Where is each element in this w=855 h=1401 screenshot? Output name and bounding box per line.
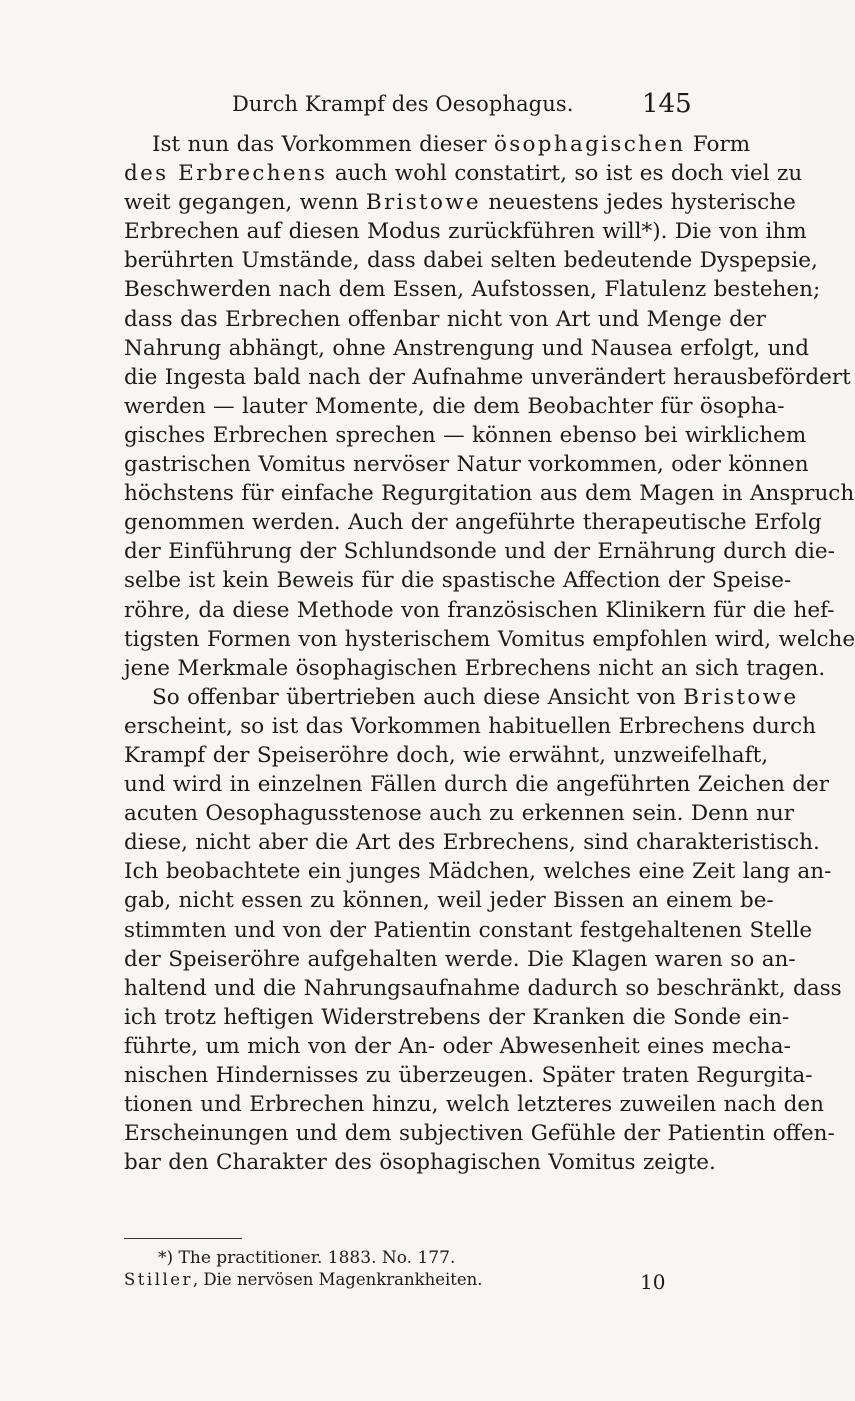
text-line (124, 508, 822, 537)
text-segment: auch wohl constatirt, so ist es doch viel zu (327, 161, 803, 187)
text-segment: weit gegangen, wenn (124, 190, 366, 216)
text-line (124, 945, 796, 974)
text-line (124, 334, 810, 363)
text-line (124, 596, 835, 625)
text-segment: genommen werden. Auch der angeführte therapeutische Erfolg (124, 510, 822, 536)
text-line (124, 799, 794, 828)
text-segment: nischen Hindernisses zu überzeugen. Später traten Regurgita- (124, 1063, 813, 1088)
text-line (124, 741, 769, 770)
text-line (124, 712, 816, 741)
text-line (124, 217, 807, 246)
page-number: 145 (642, 89, 692, 119)
text-line (124, 1148, 716, 1177)
text-line (124, 305, 766, 334)
text-line (124, 828, 820, 857)
text-segment: tigsten Formen von hysterischem Vomitus empfohlen wird, welche (124, 626, 855, 652)
text-segment: diese, nicht aber die Art des Erbrechens, sind charakteristisch. (124, 830, 820, 856)
text-line (124, 770, 829, 799)
footnote: *) The practitioner. 1883. No. 177. (158, 1248, 456, 1268)
text-line (124, 1003, 790, 1032)
text-segment: Erscheinungen und dem subjectiven Gefühle der Patientin offen- (124, 1121, 835, 1147)
text-segment: erscheint, so ist das Vorkommen habituellen Erbrechens durch (124, 713, 816, 739)
text-segment: So offenbar übertrieben auch diese Ansicht von (152, 684, 684, 710)
text-segment: acuten Oesophagusstenose auch zu erkennen sein. Denn nur (124, 801, 794, 827)
text-segment: bar den Charakter des ösophagischen Vomitus zeigte. (124, 1150, 716, 1176)
text-line (124, 1119, 835, 1148)
text-segment: gastrischen Vomitus nervöser Natur vorkommen, oder können (124, 452, 809, 478)
text-segment: Ich beobachtete ein junges Mädchen, welches eine Zeit lang an- (124, 859, 832, 885)
body-text (124, 130, 855, 1177)
text-segment: dass das Erbrechen offenbar nicht von Art und Menge der (124, 306, 766, 332)
text-segment: stimmten und von der Patientin constant festgehaltenen Stelle (124, 917, 813, 943)
text-segment: selbe ist kein Beweis für die spastische Affection der Speise- (124, 568, 792, 594)
text-segment: berührten Umstände, dass dabei selten bedeutende Dyspepsie, (124, 248, 818, 274)
text-line (124, 566, 792, 595)
text-line (124, 857, 832, 886)
text-segment: und wird in einzelnen Fällen durch die angeführten Zeichen der (124, 772, 829, 798)
text-segment: höchstens für einfache Regurgitation aus dem Magen in Anspruch (124, 481, 855, 507)
text-segment: ich trotz heftigen Widerstrebens der Kranken die Sonde ein- (124, 1004, 790, 1030)
text-line (124, 1032, 791, 1061)
text-line (124, 246, 818, 275)
text-line (124, 159, 803, 188)
text-segment: werden — lauter Momente, die dem Beobachter für ösopha- (124, 393, 785, 419)
text-line (124, 886, 774, 915)
text-segment: Ist nun das Vorkommen dieser (152, 132, 494, 157)
text-segment: haltend und die Nahrungsaufnahme dadurch so beschränkt, dass (124, 975, 842, 1001)
signature-work: Die nervösen Magenkrankheiten. (203, 1270, 483, 1289)
text-segment: führte, um mich von der An- oder Abwesenheit eines mecha- (124, 1033, 791, 1059)
text-segment: gab, nicht essen zu können, weil jeder Bissen an einem be- (124, 888, 774, 914)
text-line (124, 974, 842, 1003)
text-line (124, 1061, 813, 1090)
text-line (124, 363, 851, 392)
text-line (124, 392, 785, 421)
spaced-emphasis: des Erbrechens (124, 161, 328, 187)
signature-sheet-number: 10 (640, 1270, 666, 1294)
spaced-emphasis: Bristowe (683, 684, 799, 710)
text-line (124, 654, 826, 683)
text-segment: Beschwerden nach dem Essen, Aufstossen, Flatulenz bestehen; (124, 277, 821, 303)
printer-signature (124, 1269, 483, 1291)
text-line (124, 130, 751, 159)
text-line (124, 625, 855, 654)
text-segment: neuestens jedes hysterische (480, 190, 796, 216)
signature-separator: , (192, 1270, 204, 1289)
text-segment: Nahrung abhängt, ohne Anstrengung und Nausea erfolgt, und (124, 335, 810, 361)
text-segment: röhre, da diese Methode von französischen Klinikern für die hef- (124, 597, 835, 623)
spaced-emphasis: ösophagischen (493, 132, 686, 157)
text-line (124, 1090, 824, 1119)
signature-author: Stiller (124, 1270, 193, 1289)
text-line (124, 421, 807, 450)
text-segment: der Speiseröhre aufgehalten werde. Die Klagen waren so an- (124, 946, 796, 972)
text-segment: gisches Erbrechen sprechen — können ebenso bei wirklichem (124, 422, 807, 448)
running-head (0, 91, 801, 121)
text-segment: Erbrechen auf diesen Modus zurückführen will*). Die von ihm (124, 219, 807, 245)
text-line (124, 537, 835, 566)
text-segment: tionen und Erbrechen hinzu, welch letzteres zuweilen nach den (124, 1092, 824, 1118)
text-segment: der Einführung der Schlundsonde und der Ernährung durch die- (124, 539, 835, 565)
text-line (124, 188, 796, 217)
text-line (124, 479, 855, 508)
text-segment: Form (685, 132, 751, 157)
text-line (124, 275, 821, 304)
text-line (124, 683, 799, 712)
text-line (124, 450, 809, 479)
text-line (124, 916, 813, 945)
footnote-rule (124, 1238, 242, 1239)
text-segment: jene Merkmale ösophagischen Erbrechens nicht an sich tragen. (124, 655, 826, 681)
spaced-emphasis: Bristowe (365, 190, 481, 216)
running-title: Durch Krampf des Oesophagus. (232, 92, 574, 116)
text-segment: Krampf der Speiseröhre doch, wie erwähnt, unzweifelhaft, (124, 742, 769, 768)
text-segment: die Ingesta bald nach der Aufnahme unverändert herausbefördert (124, 364, 851, 390)
